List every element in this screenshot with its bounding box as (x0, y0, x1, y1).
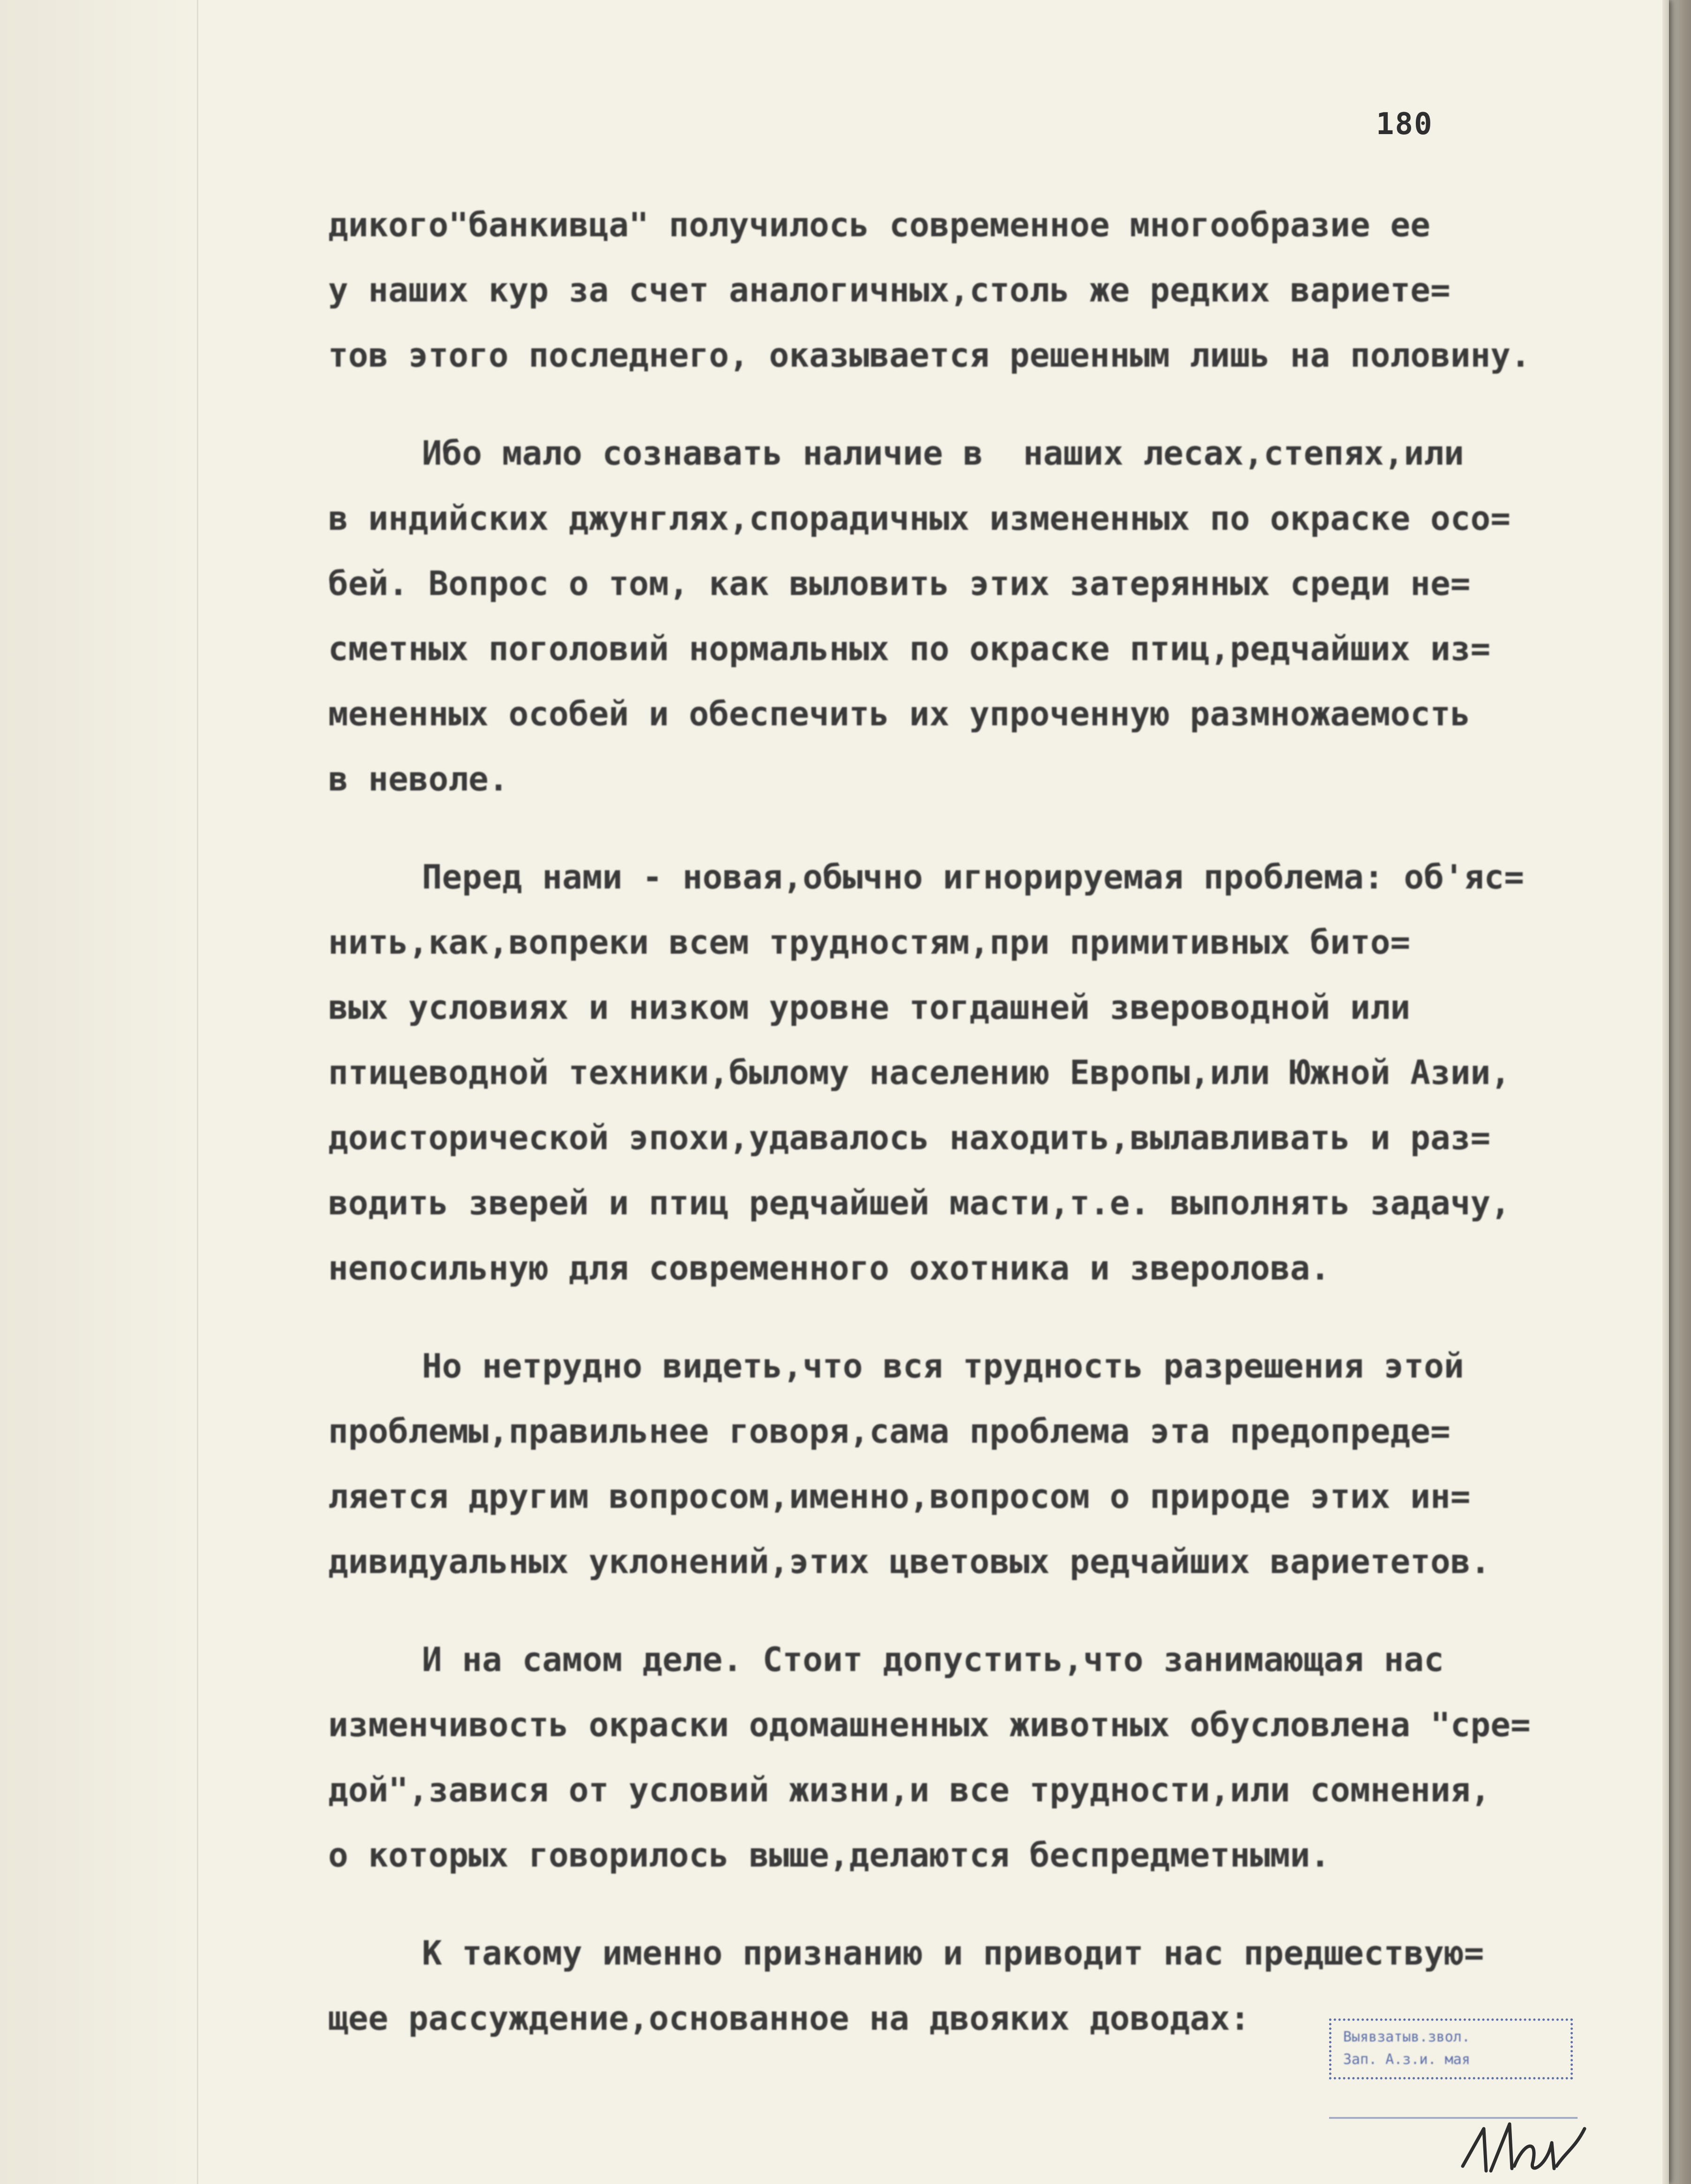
left-margin-shade (0, 0, 206, 2184)
paragraph-gap (328, 1888, 1594, 1920)
text-line: сметных поголовий нормальных по окраске птиц,редчайших из= (328, 629, 1491, 668)
text-line: щее рассуждение,основанное на двояких доводах: (328, 1999, 1250, 2038)
text-line: мененных особей и обеспечить их упроченную размножаемость (328, 694, 1471, 733)
text-line: вых условиях и низком уровне тогдашней звероводной или (328, 988, 1411, 1027)
text-line: дой",завися от условий жизни,и все трудности,или сомнения, (328, 1770, 1491, 1809)
stamp-box (1329, 2018, 1573, 2079)
text-line: К такому именно признанию и приводит нас предшествую= (422, 1934, 1484, 1973)
text-line: в индийских джунглях,спорадичных измененных по окраске осо= (328, 499, 1511, 538)
text-line: о которых говорилось выше,делаются беспредметными. (328, 1836, 1330, 1875)
text-line: бей. Вопрос о том, как выловить этих затерянных среди не= (328, 564, 1471, 603)
handwritten-folio-number (1458, 2110, 1589, 2184)
text-line: в неволе. (328, 760, 509, 798)
text-line: у наших кур за счет аналогичных,столь же редких вариете= (328, 271, 1451, 309)
text-line: тов этого последнего, оказывается решенным лишь на половину. (328, 336, 1531, 375)
text-line: Но нетрудно видеть,что вся трудность разрешения этой (422, 1347, 1464, 1386)
paragraph-gap (328, 388, 1594, 421)
fold-line (197, 0, 198, 2184)
typewritten-text (328, 192, 1594, 2051)
paragraph-gap (328, 1594, 1594, 1627)
stamp-line-2: Зап. А.з.и. мая (1343, 2051, 1470, 2068)
text-line: ляется другим вопросом,именно,вопросом о природе этих ин= (328, 1477, 1471, 1516)
text-line: непосильную для современного охотника и зверолова. (328, 1249, 1330, 1288)
paragraph-gap (328, 812, 1594, 844)
text-line: И на самом деле. Стоит допустить,что занимающая нас (422, 1640, 1444, 1679)
page-edge (1662, 0, 1669, 2184)
stamp-line-1: Выявзатыв.звол. (1343, 2029, 1470, 2045)
paragraph-gap (328, 1301, 1594, 1333)
text-line: птицеводной техники,былому населению Европы,или Южной Азии, (328, 1053, 1511, 1092)
text-line: водить зверей и птиц редчайшей масти,т.е. выполнять задачу, (328, 1183, 1511, 1222)
text-line: нить,как,вопреки всем трудностям,при примитивных бито= (328, 923, 1411, 962)
text-line: изменчивость окраски одомашненных животных обусловлена "сре= (328, 1705, 1531, 1744)
page-number: 180 (1376, 107, 1433, 142)
text-line: доисторической эпохи,удавалось находить,вылавливать и раз= (328, 1118, 1491, 1157)
text-line: дикого"банкивца" получилось современное многообразие ее (328, 205, 1431, 244)
text-line: дивидуальных уклонений,этих цветовых редчайших вариететов. (328, 1542, 1491, 1581)
text-line: Перед нами - новая,обычно игнорируемая проблема: об'яс= (422, 858, 1525, 896)
text-line: проблемы,правильнее говоря,сама проблема эта предопреде= (328, 1412, 1451, 1451)
text-line: Ибо мало сознавать наличие в наших лесах,степях,или (422, 434, 1464, 473)
